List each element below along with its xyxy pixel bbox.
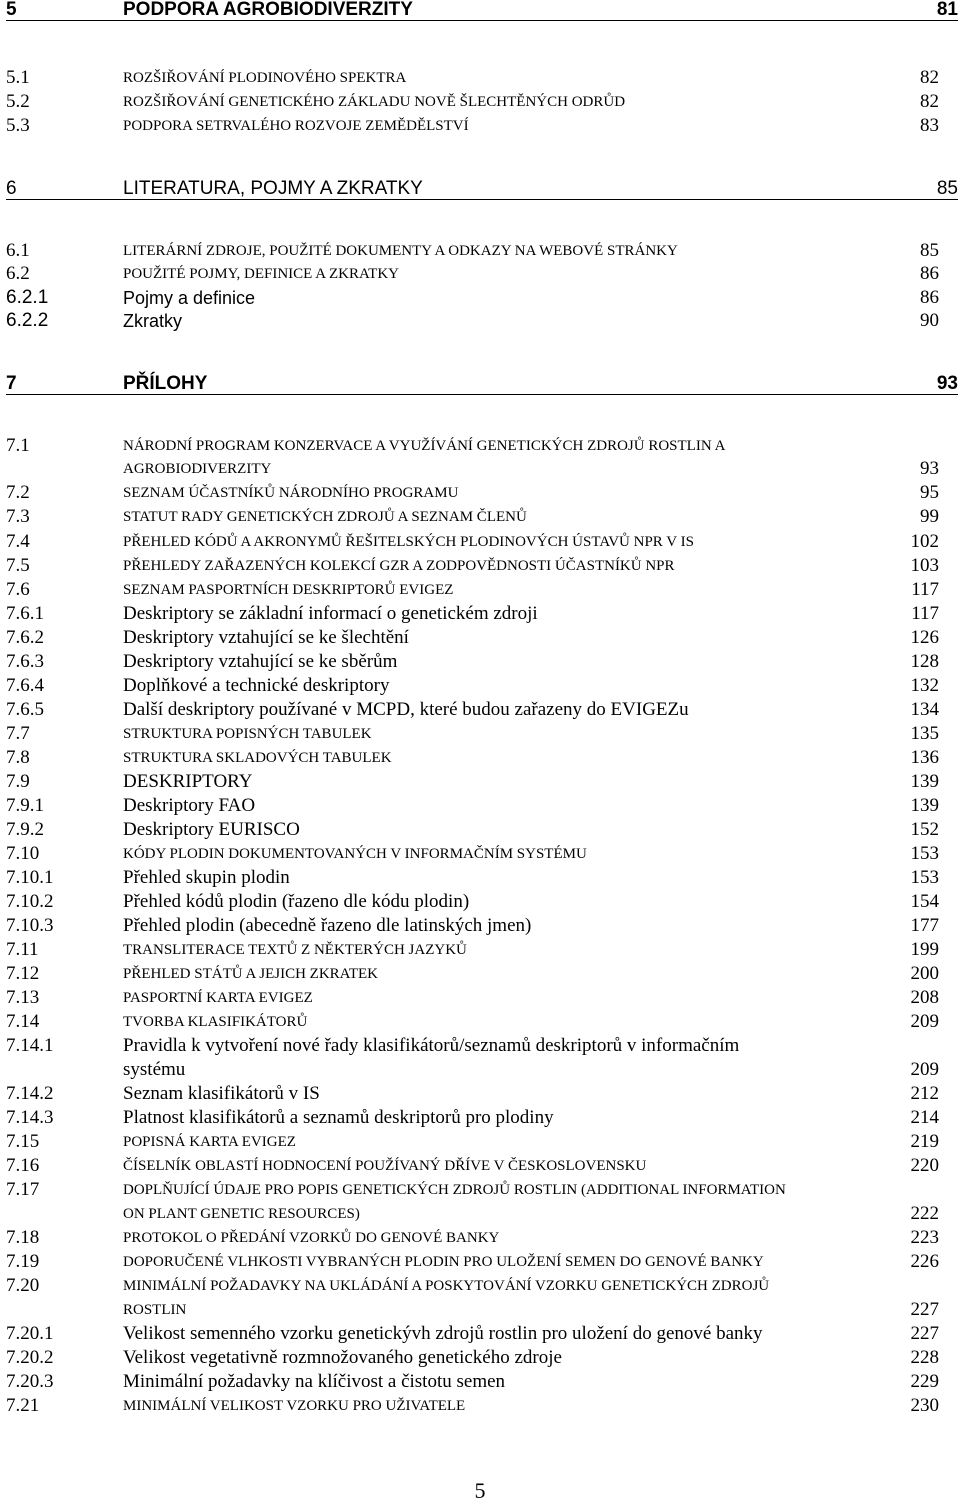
toc-number: 7.10.2 — [6, 891, 54, 912]
toc-page: 227 — [910, 1299, 939, 1320]
toc-entry[interactable] — [0, 114, 960, 138]
toc-entry[interactable] — [0, 674, 960, 698]
toc-title: Doplňkové a technické deskriptory — [123, 675, 390, 696]
toc-number: 7.9 — [6, 771, 30, 792]
toc-title: ROZŠIŘOVÁNÍ PLODINOVÉHO SPEKTRA — [123, 70, 407, 86]
toc-page: 93 — [920, 458, 939, 479]
toc-entry[interactable] — [0, 66, 960, 90]
toc-number: 7.6.3 — [6, 651, 44, 672]
toc-title: DOPLŇUJÍCÍ ÚDAJE PRO POPIS GENETICKÝCH ZDROJŮ ROSTLIN (ADDITIONAL INFORMATION — [123, 1182, 786, 1198]
toc-title: Přehled kódů plodin (řazeno dle kódu plodin) — [123, 891, 470, 912]
toc-number: 7.3 — [6, 506, 30, 527]
toc-title: STRUKTURA SKLADOVÝCH TABULEK — [123, 750, 392, 766]
toc-page: 219 — [910, 1131, 939, 1152]
toc-title: PASPORTNÍ KARTA EVIGEZ — [123, 990, 313, 1006]
toc-entry[interactable] — [0, 1130, 960, 1154]
toc-page: 199 — [910, 939, 939, 960]
toc-title: Pojmy a definice — [123, 288, 256, 308]
toc-chapter[interactable] — [0, 372, 960, 396]
toc-title: NÁRODNÍ PROGRAM KONZERVACE A VYUŽÍVÁNÍ GENETICKÝCH ZDROJŮ ROSTLIN A — [123, 438, 726, 454]
toc-page: 152 — [910, 819, 939, 840]
toc-page: 227 — [910, 1323, 939, 1344]
toc-number: 7.6.4 — [6, 675, 44, 696]
toc-number: 7.20 — [6, 1275, 40, 1296]
toc-title: TRANSLITERACE TEXTŮ Z NĚKTERÝCH JAZYKŮ — [123, 942, 467, 958]
toc-number: 7.6.5 — [6, 699, 44, 720]
toc-page: 102 — [910, 531, 939, 552]
toc-title: LITERATURA, POJMY A ZKRATKY — [123, 178, 423, 199]
toc-number: 6 — [6, 178, 17, 199]
toc-page: 139 — [910, 771, 939, 792]
toc-title: STRUKTURA POPISNÝCH TABULEK — [123, 726, 372, 742]
toc-page: 81 — [936, 0, 958, 20]
toc-page: 132 — [910, 675, 939, 696]
toc-title: ROZŠIŘOVÁNÍ GENETICKÉHO ZÁKLADU NOVĚ ŠLECHTĚNÝCH ODRŮD — [123, 94, 626, 110]
toc-title: PŘÍLOHY — [123, 373, 208, 394]
toc-title: PŘEHLED STÁTŮ A JEJICH ZKRATEK — [123, 966, 379, 982]
toc-number: 7.17 — [6, 1179, 40, 1200]
toc-number: 7.9.1 — [6, 795, 44, 816]
toc-number: 7.6.1 — [6, 603, 44, 624]
toc-entry[interactable] — [0, 1250, 960, 1274]
toc-title: MINIMÁLNÍ VELIKOST VZORKU PRO UŽIVATELE — [123, 1398, 466, 1414]
toc-page: 209 — [910, 1011, 939, 1032]
toc-entry[interactable] — [0, 626, 960, 650]
toc-entry[interactable] — [0, 1274, 960, 1298]
toc-entry[interactable] — [0, 1178, 960, 1202]
toc-number: 7.6.2 — [6, 627, 44, 648]
toc-number: 7.4 — [6, 531, 30, 552]
toc-page: 117 — [911, 603, 939, 624]
toc-page: 128 — [910, 651, 939, 672]
toc-entry[interactable] — [0, 1010, 960, 1034]
toc-entry[interactable] — [0, 1202, 960, 1226]
toc-number: 5 — [6, 0, 17, 20]
toc-entry[interactable] — [0, 770, 960, 794]
toc-number: 7.21 — [6, 1395, 40, 1416]
toc-title: KÓDY PLODIN DOKUMENTOVANÝCH V INFORMAČNÍM SYSTÉMU — [123, 846, 587, 862]
toc-number: 7.14 — [6, 1011, 40, 1032]
toc-entry[interactable] — [0, 1322, 960, 1346]
toc-number: 7.12 — [6, 963, 40, 984]
toc-number: 7.14.3 — [6, 1107, 54, 1128]
toc-title: AGROBIODIVERZITY — [123, 461, 272, 477]
toc-page: 117 — [911, 579, 939, 600]
toc-title: Deskriptory EURISCO — [123, 819, 300, 840]
toc-title: Platnost klasifikátorů a seznamů deskriptorů pro plodiny — [123, 1107, 554, 1128]
toc-title: POPISNÁ KARTA EVIGEZ — [123, 1134, 296, 1150]
toc-number: 7.13 — [6, 987, 40, 1008]
toc-title: STATUT RADY GENETICKÝCH ZDROJŮ A SEZNAM ČLENŮ — [123, 509, 527, 525]
toc-number: 5.2 — [6, 91, 30, 112]
toc-page: 214 — [910, 1107, 939, 1128]
toc-entry[interactable] — [0, 962, 960, 986]
toc-title: Velikost semenného vzorku genetickývh zdrojů rostlin pro uložení do genové banky — [123, 1323, 763, 1344]
toc-entry[interactable] — [0, 818, 960, 842]
toc-page: 135 — [910, 723, 939, 744]
toc-entry[interactable] — [0, 239, 960, 263]
toc-entry[interactable] — [0, 530, 960, 554]
toc-entry[interactable] — [0, 938, 960, 962]
toc-number: 7.19 — [6, 1251, 40, 1272]
toc-page: 136 — [910, 747, 939, 768]
toc-title: systému — [123, 1059, 186, 1080]
toc-title: PŘEHLED KÓDŮ A AKRONYMŮ ŘEŠITELSKÝCH PLODINOVÝCH ÚSTAVŮ NPR V IS — [123, 534, 694, 550]
toc-title: ČÍSELNÍK OBLASTÍ HODNOCENÍ POUŽÍVANÝ DŘÍVE V ČESKOSLOVENSKU — [123, 1158, 647, 1174]
toc-title: Seznam klasifikátorů v IS — [123, 1083, 320, 1104]
toc-page: 222 — [910, 1203, 939, 1224]
toc-page: 85 — [920, 240, 939, 261]
toc-entry[interactable] — [0, 1082, 960, 1106]
toc-entry[interactable] — [0, 890, 960, 914]
toc-page: 82 — [920, 91, 939, 112]
toc-title: Další deskriptory používané v MCPD, které budou zařazeny do EVIGEZu — [123, 699, 689, 720]
toc-title: MINIMÁLNÍ POŽADAVKY NA UKLÁDÁNÍ A POSKYTOVÁNÍ VZORKU GENETICKÝCH ZDROJŮ — [123, 1278, 770, 1294]
toc-page: 212 — [910, 1083, 939, 1104]
page-number: 5 — [474, 1478, 486, 1503]
toc-title: LITERÁRNÍ ZDROJE, POUŽITÉ DOKUMENTY A ODKAZY NA WEBOVÉ STRÁNKY — [123, 243, 678, 259]
toc-number: 5.3 — [6, 115, 30, 136]
toc-title: PROTOKOL O PŘEDÁNÍ VZORKŮ DO GENOVÉ BANKY — [123, 1230, 500, 1246]
toc-entry[interactable] — [0, 309, 960, 333]
toc-title: Velikost vegetativně rozmnožovaného genetického zdroje — [123, 1347, 562, 1368]
toc-entry[interactable] — [0, 986, 960, 1010]
toc-page: 223 — [910, 1227, 939, 1248]
toc-number: 7.16 — [6, 1155, 40, 1176]
chapter-underline — [6, 20, 958, 21]
toc-entry[interactable] — [0, 1154, 960, 1178]
toc-entry[interactable] — [0, 262, 960, 286]
toc-number: 7.10.1 — [6, 867, 54, 888]
toc-title: DOPORUČENÉ VLHKOSTI VYBRANÝCH PLODIN PRO ULOŽENÍ SEMEN DO GENOVÉ BANKY — [123, 1254, 764, 1270]
toc-title: Deskriptory vztahující se ke šlechtění — [123, 627, 409, 648]
toc-number: 7.2 — [6, 482, 30, 503]
toc-number: 7.20.2 — [6, 1347, 54, 1368]
toc-title: Deskriptory FAO — [123, 795, 256, 816]
toc-number: 7.10 — [6, 843, 40, 864]
toc-entry[interactable] — [0, 1034, 960, 1058]
toc-page: 208 — [910, 987, 939, 1008]
toc-entry[interactable] — [0, 794, 960, 818]
toc-number: 7 — [6, 373, 17, 394]
toc-page: 86 — [920, 263, 939, 284]
toc-entry[interactable] — [0, 722, 960, 746]
toc-title: Přehled skupin plodin — [123, 867, 290, 888]
toc-page: 93 — [936, 373, 958, 394]
toc-title: PODPORA SETRVALÉHO ROZVOJE ZEMĚDĚLSTVÍ — [123, 118, 469, 134]
toc-entry[interactable] — [0, 914, 960, 938]
toc-page: 153 — [910, 843, 939, 864]
toc-page: 85 — [936, 178, 958, 199]
toc-title: POUŽITÉ POJMY, DEFINICE A ZKRATKY — [123, 266, 399, 282]
toc-page: 220 — [910, 1155, 939, 1176]
toc-entry[interactable] — [0, 842, 960, 866]
toc-page: 153 — [910, 867, 939, 888]
toc-page: 229 — [910, 1371, 939, 1392]
toc-number: 7.11 — [6, 939, 39, 960]
toc-number: 7.8 — [6, 747, 30, 768]
toc-title: SEZNAM ÚČASTNÍKŮ NÁRODNÍHO PROGRAMU — [123, 485, 459, 501]
toc-title: TVORBA KLASIFIKÁTORŮ — [123, 1014, 308, 1030]
toc-entry[interactable] — [0, 90, 960, 114]
toc-page: 200 — [910, 963, 939, 984]
toc-number: 5.1 — [6, 67, 30, 88]
toc-number: 7.18 — [6, 1227, 40, 1248]
toc-title: Pravidla k vytvoření nové řady klasifikátorů/seznamů deskriptorů v informačním — [123, 1035, 740, 1056]
toc-title: Deskriptory vztahující se ke sběrům — [123, 651, 398, 672]
toc-title: ROSTLIN — [123, 1302, 187, 1318]
chapter-underline — [6, 394, 958, 395]
toc-title: PODPORA AGROBIODIVERZITY — [123, 0, 413, 20]
toc-entry[interactable] — [0, 457, 960, 481]
toc-title: Přehled plodin (abecedně řazeno dle latinských jmen) — [123, 915, 532, 936]
toc-page: 95 — [920, 482, 939, 503]
toc-number: 7.20.3 — [6, 1371, 54, 1392]
toc-entry[interactable] — [0, 602, 960, 626]
toc-page: 226 — [910, 1251, 939, 1272]
toc-page: 99 — [920, 506, 939, 527]
toc-title: DESKRIPTORY — [123, 771, 253, 792]
toc-number: 7.14.2 — [6, 1083, 54, 1104]
toc-entry[interactable] — [0, 434, 960, 458]
toc-page: 134 — [910, 699, 939, 720]
toc-number: 7.10.3 — [6, 915, 54, 936]
toc-page: 82 — [920, 67, 939, 88]
toc-entry[interactable] — [0, 554, 960, 578]
toc-number: 6.2.1 — [6, 287, 49, 308]
toc-page: 230 — [910, 1395, 939, 1416]
toc-entry[interactable] — [0, 1370, 960, 1394]
toc-number: 7.9.2 — [6, 819, 44, 840]
toc-entry[interactable] — [0, 746, 960, 770]
toc-entry[interactable] — [0, 698, 960, 722]
toc-title: SEZNAM PASPORTNÍCH DESKRIPTORŮ EVIGEZ — [123, 582, 454, 598]
toc-number: 7.15 — [6, 1131, 40, 1152]
toc-number: 6.2 — [6, 263, 30, 284]
toc-title: Zkratky — [123, 311, 183, 331]
toc-page: 83 — [920, 115, 939, 136]
toc-number: 7.6 — [6, 579, 30, 600]
toc-page: 209 — [910, 1059, 939, 1080]
toc-number: 7.7 — [6, 723, 30, 744]
toc-chapter[interactable] — [0, 177, 960, 201]
toc-number: 6.1 — [6, 240, 30, 261]
toc-title: Deskriptory se základní informací o genetickém zdroji — [123, 603, 538, 624]
toc-entry[interactable] — [0, 1298, 960, 1322]
toc-title: ON PLANT GENETIC RESOURCES) — [123, 1206, 360, 1222]
toc-entry[interactable] — [0, 481, 960, 505]
toc-entry[interactable] — [0, 578, 960, 602]
toc-entry[interactable] — [0, 1394, 960, 1418]
toc-number: 7.1 — [6, 435, 30, 456]
chapter-underline — [6, 199, 958, 200]
toc-entry[interactable] — [0, 505, 960, 529]
toc-number: 7.5 — [6, 555, 30, 576]
toc-entry[interactable] — [0, 286, 960, 310]
toc-entry[interactable] — [0, 1226, 960, 1250]
toc-title: PŘEHLEDY ZAŘAZENÝCH KOLEKCÍ GZR A ZODPOVĚDNOSTI ÚČASTNÍKŮ NPR — [123, 558, 675, 574]
toc-page: 86 — [920, 287, 939, 308]
toc-number: 7.20.1 — [6, 1323, 54, 1344]
toc-number: 6.2.2 — [6, 310, 49, 331]
toc-chapter[interactable] — [0, 0, 960, 22]
toc-page: 154 — [910, 891, 939, 912]
toc-entry[interactable] — [0, 1346, 960, 1370]
toc-page: 228 — [910, 1347, 939, 1368]
toc-page: 126 — [910, 627, 939, 648]
toc-number: 7.14.1 — [6, 1035, 54, 1056]
toc-page: 139 — [910, 795, 939, 816]
toc-title: Minimální požadavky na klíčivost a čistotu semen — [123, 1371, 506, 1392]
toc-page: 177 — [910, 915, 939, 936]
toc-entry[interactable] — [0, 866, 960, 890]
toc-page: 90 — [920, 310, 939, 331]
toc-entry[interactable] — [0, 1106, 960, 1130]
toc-entry[interactable] — [0, 650, 960, 674]
toc-page: 103 — [910, 555, 939, 576]
toc-entry[interactable] — [0, 1058, 960, 1082]
